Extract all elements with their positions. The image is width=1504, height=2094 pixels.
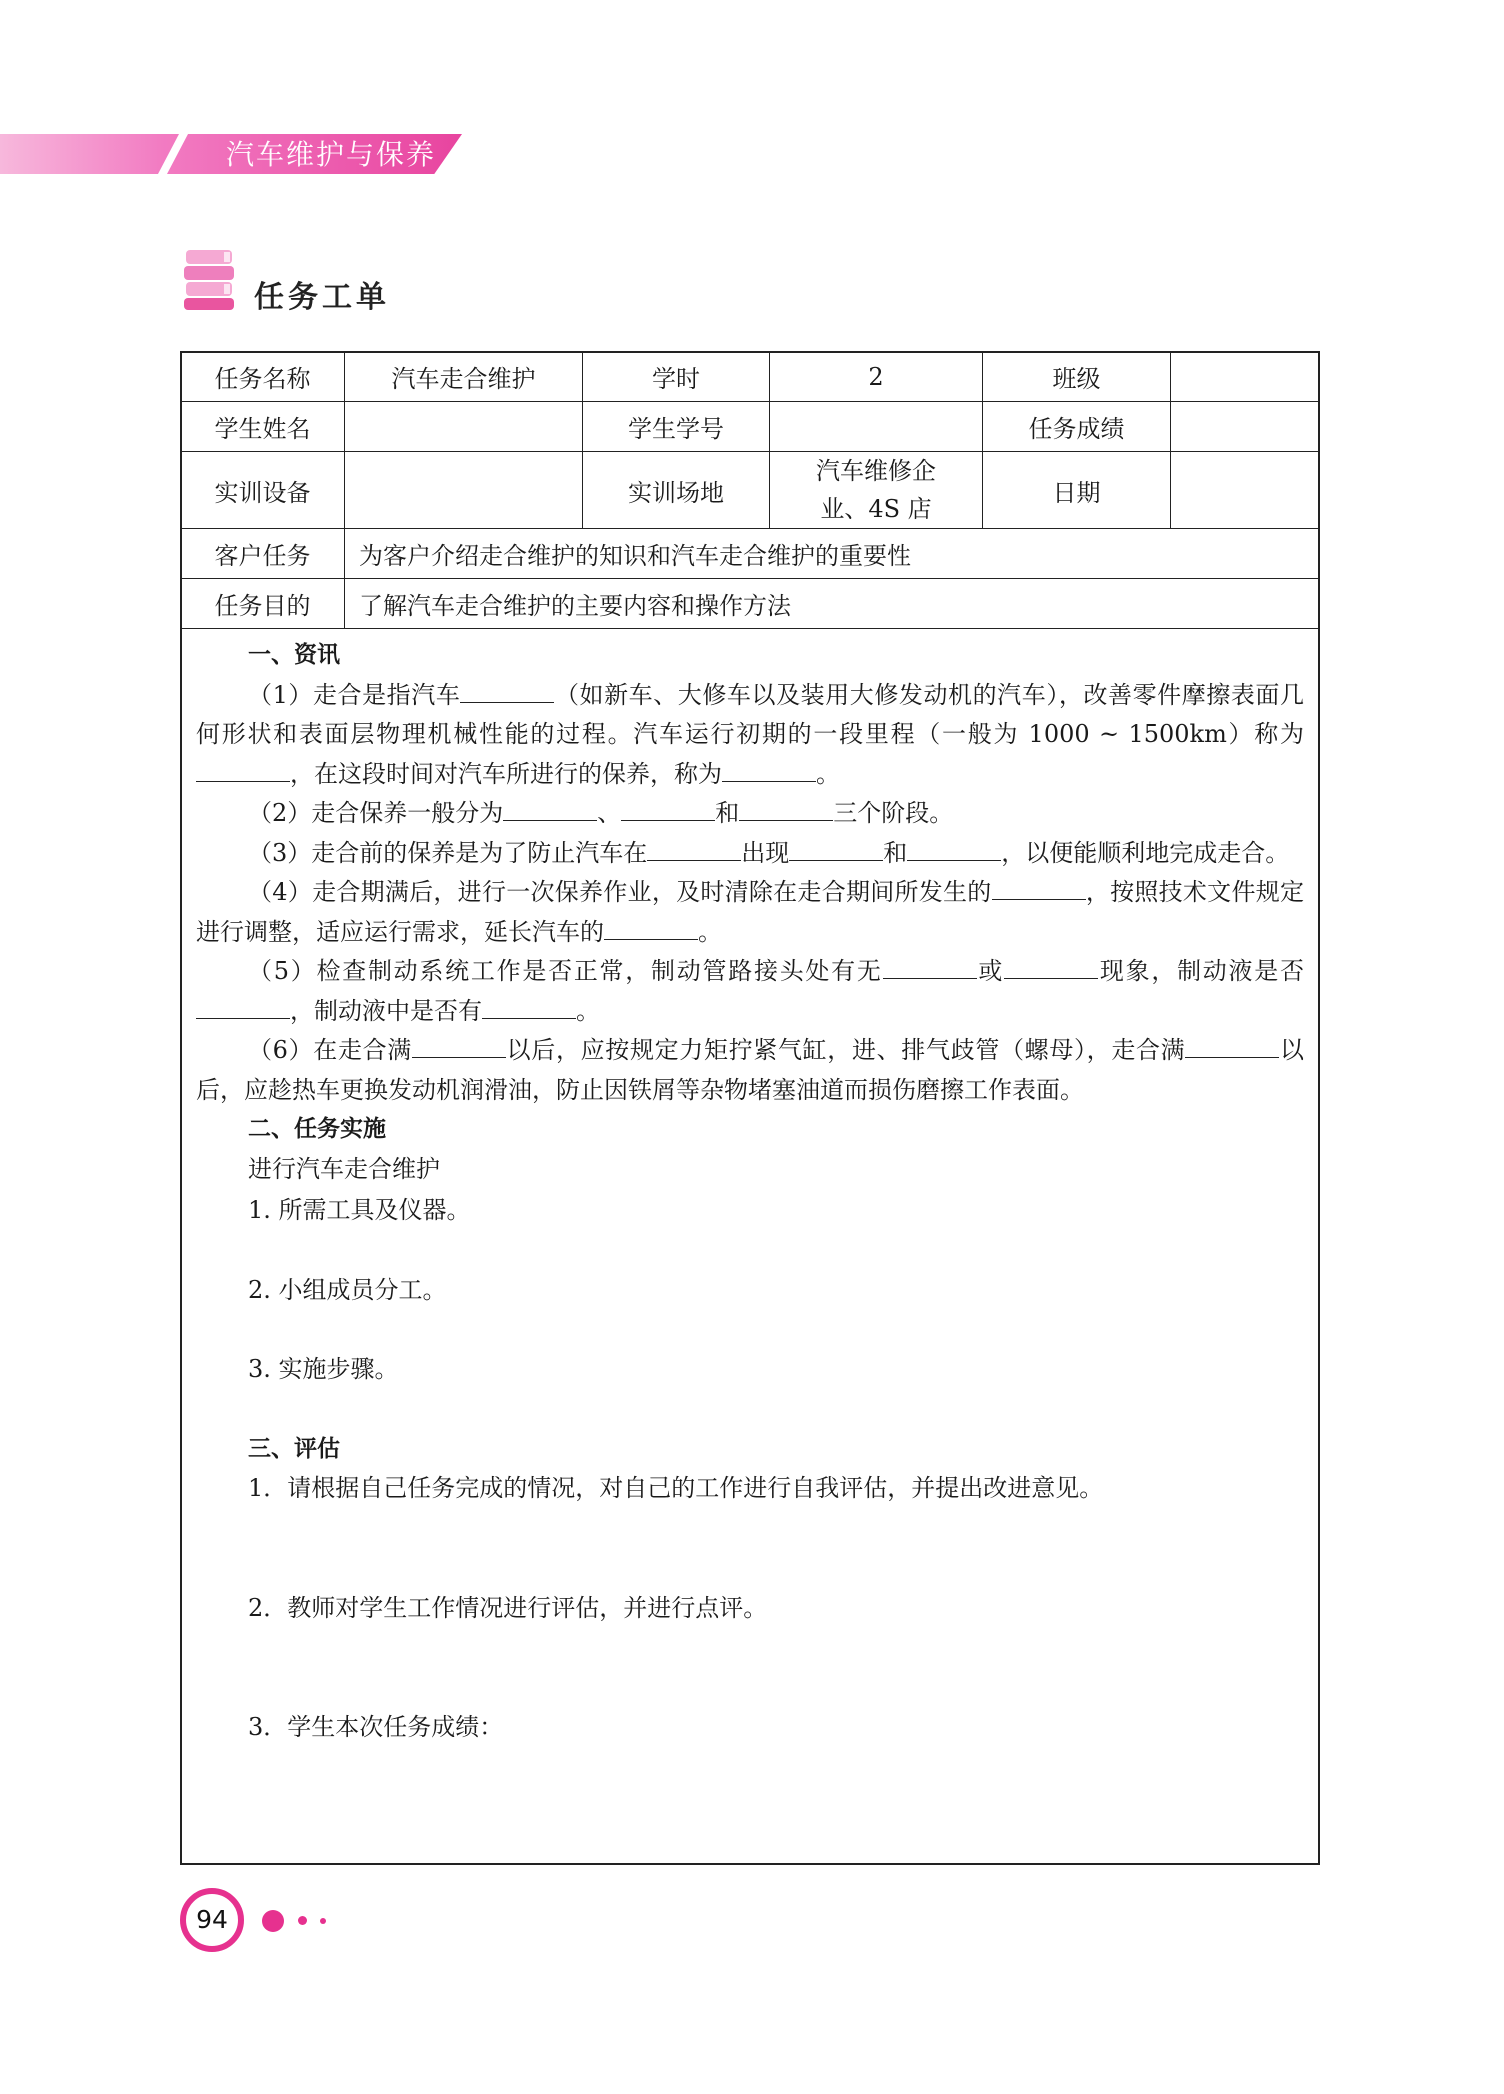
section-title: 任务工单: [254, 280, 390, 315]
q4-text-c: 。: [698, 917, 722, 946]
value-date[interactable]: [1171, 452, 1320, 529]
table-row: [181, 352, 1320, 402]
q2-text-c: 和: [715, 799, 740, 827]
answer-blank[interactable]: [196, 996, 290, 1019]
label-equipment: 实训设备: [181, 452, 345, 529]
task-info-table: [180, 351, 1320, 629]
eval-self: 1．请根据自己任务完成的情况，对自己的工作进行自我评估，并提出改进意见。: [248, 1474, 1104, 1502]
heading-info: 一、资讯: [248, 642, 340, 668]
question-6: [196, 1031, 1304, 1110]
q6-text-a: （6）在走合满: [248, 1036, 412, 1064]
label-class: 班级: [983, 352, 1171, 402]
dot-medium-icon: [298, 1916, 307, 1925]
answer-area[interactable]: [196, 1628, 1304, 1708]
worksheet-body: [196, 636, 1304, 1748]
venue-line-1: 汽车维修企: [816, 457, 936, 485]
value-hours: 2: [770, 352, 983, 402]
q4-text-a: （4）走合期满后，进行一次保养作业，及时清除在走合期间所发生的: [248, 878, 992, 906]
answer-blank[interactable]: [604, 917, 698, 940]
answer-area[interactable]: [196, 1310, 1304, 1350]
answer-blank[interactable]: [722, 759, 816, 782]
q1-text-c: ，在这段时间对汽车所进行的保养，称为: [290, 759, 722, 788]
q3-text-c: 和: [883, 838, 908, 867]
q2-text-a: （2）走合保养一般分为: [248, 799, 504, 827]
answer-blank[interactable]: [907, 838, 1001, 861]
value-task-score[interactable]: [1171, 402, 1320, 452]
question-4: [196, 873, 1304, 952]
q5-text-d: ，制动液中是否有: [290, 996, 482, 1025]
label-date: 日期: [983, 452, 1171, 529]
question-2: [196, 794, 1304, 834]
answer-blank[interactable]: [196, 759, 290, 782]
q5-text-e: 。: [576, 996, 600, 1025]
heading-evaluation: 三、评估: [248, 1435, 340, 1462]
q1-text-d: 。: [816, 759, 840, 788]
label-student-name: 学生姓名: [181, 402, 345, 452]
answer-blank[interactable]: [503, 798, 597, 821]
page-number: 94: [180, 1888, 244, 1952]
q6-text-b: 以后，应按规定力矩拧紧气缸，进、排气歧管（螺母），走合满: [505, 1036, 1186, 1064]
step-procedure: 3. 实施步骤。: [248, 1355, 399, 1383]
answer-blank[interactable]: [460, 680, 554, 703]
answer-blank[interactable]: [621, 798, 715, 821]
answer-blank[interactable]: [739, 798, 833, 821]
answer-blank[interactable]: [883, 956, 977, 979]
venue-line-2: 业、4S 店: [820, 495, 932, 523]
eval-score: 3．学生本次任务成绩：: [248, 1713, 504, 1741]
answer-blank[interactable]: [789, 838, 883, 861]
answer-area[interactable]: [196, 1231, 1304, 1271]
q3-text-d: ，以便能顺利地完成走合。: [1001, 838, 1290, 867]
implementation-intro: 进行汽车走合维护: [248, 1154, 440, 1183]
answer-blank[interactable]: [412, 1035, 506, 1058]
question-3: [196, 834, 1304, 874]
q3-text-b: 出现: [741, 838, 790, 867]
answer-blank[interactable]: [482, 996, 576, 1019]
value-customer-task: 为客户介绍走合维护的知识和汽车走合维护的重要性: [345, 529, 1320, 579]
answer-area[interactable]: [196, 1390, 1304, 1430]
value-class[interactable]: [1171, 352, 1320, 402]
value-equipment[interactable]: [345, 452, 583, 529]
question-1: [196, 676, 1304, 795]
q3-text-a: （3）走合前的保养是为了防止汽车在: [248, 838, 648, 867]
answer-blank[interactable]: [1004, 956, 1098, 979]
q5-text-b: 或: [976, 957, 1005, 985]
answer-area[interactable]: [196, 1509, 1304, 1589]
q6-text-c: 以后，应趁热车更换发动机润滑油，防止因铁屑等杂物堵塞油道而损伤磨擦工作表面。: [196, 1036, 1304, 1104]
label-task-goal: 任务目的: [181, 579, 345, 629]
label-customer-task: 客户任务: [181, 529, 345, 579]
answer-blank[interactable]: [647, 838, 741, 861]
step-tools: 1. 所需工具及仪器。: [248, 1196, 471, 1224]
books-icon: [180, 244, 240, 314]
q2-text-b: 、: [597, 799, 622, 827]
answer-blank[interactable]: [992, 877, 1086, 900]
value-student-id[interactable]: [770, 402, 983, 452]
heading-implementation: 二、任务实施: [248, 1116, 386, 1142]
label-task-score: 任务成绩: [983, 402, 1171, 452]
q5-text-a: （5）检查制动系统工作是否正常，制动管路接头处有无: [248, 957, 883, 985]
value-venue: [770, 452, 983, 529]
dot-small-icon: [320, 1918, 326, 1924]
eval-teacher: 2．教师对学生工作情况进行评估，并进行点评。: [248, 1593, 768, 1622]
q1-text-a: （1）走合是指汽车: [248, 680, 461, 709]
step-team: 2. 小组成员分工。: [248, 1275, 447, 1304]
label-venue: 实训场地: [583, 452, 770, 529]
table-row: [181, 452, 1320, 529]
dot-large-icon: [262, 1910, 284, 1932]
question-5: [196, 952, 1304, 1031]
label-student-id: 学生学号: [583, 402, 770, 452]
q5-text-c: 现象，制动液是否: [1098, 957, 1305, 985]
header-title: 汽车维护与保养: [226, 138, 437, 171]
label-hours: 学时: [583, 352, 770, 402]
label-task-name: 任务名称: [181, 352, 345, 402]
table-row: [181, 402, 1320, 452]
q2-text-d: 三个阶段。: [833, 799, 954, 827]
q1-text-b: （如新车、大修车以及装用大修发动机的汽车），改善零件摩擦表面几何形状和表面层物理机械性能的过程。汽车运行初期的一段里程（一般为 1000 ~ 1500km）称为: [196, 680, 1304, 748]
answer-blank[interactable]: [1185, 1035, 1279, 1058]
value-task-goal: 了解汽车走合维护的主要内容和操作方法: [345, 579, 1320, 629]
value-student-name[interactable]: [345, 402, 583, 452]
table-row: [181, 579, 1320, 629]
q4-text-b: ，按照技术文件规定进行调整，适应运行需求，延长汽车的: [196, 878, 1304, 946]
value-task-name: 汽车走合维护: [345, 352, 583, 402]
table-row: [181, 529, 1320, 579]
